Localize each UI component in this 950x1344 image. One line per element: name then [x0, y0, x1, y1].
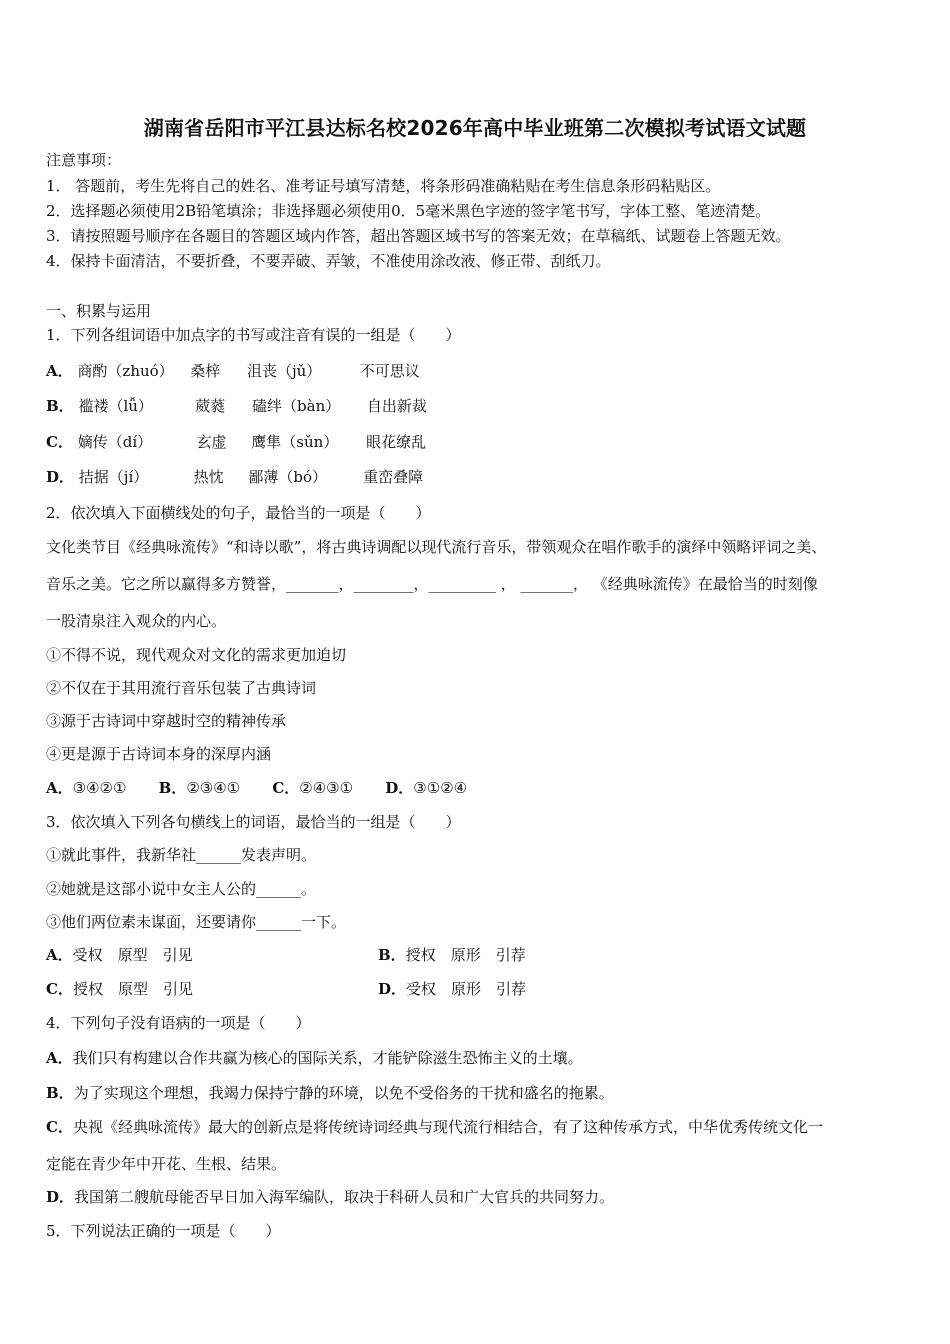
option-label: B． — [158, 779, 187, 797]
q2-sentence-3: ③源于古诗词中穿越时空的精神传承 — [46, 712, 287, 730]
q4-option-d — [46, 1187, 614, 1207]
q3-sentence-1: ①就此事件，我新华社______发表声明。 — [46, 846, 317, 864]
q3-stem: 3．依次填入下列各句横线上的词语，最恰当的一组是（ ） — [46, 813, 461, 831]
option-text: ③①②④ — [413, 779, 468, 797]
q2-sentence-2: ②不仅在于其用流行音乐包装了古典诗词 — [46, 679, 317, 697]
option-term: 桑梓 — [190, 362, 221, 380]
option-term: 热忱 — [193, 468, 224, 486]
q3-option-b — [378, 945, 526, 965]
option-text: 为了实现这个理想，我竭力保持宁静的环境，以免不受俗务的干扰和盛名的拖累。 — [73, 1084, 614, 1102]
option-term: 拮据（jí） — [78, 468, 149, 486]
option-label: A． — [46, 1049, 73, 1067]
option-text: ②③④① — [186, 779, 241, 797]
q3-sentence-2: ②她就是这部小说中女主人公的______。 — [46, 880, 317, 898]
option-text: ③④②① — [72, 779, 127, 797]
q2-options — [46, 778, 467, 798]
option-label: B． — [46, 1084, 74, 1102]
notice-heading: 注意事项： — [46, 151, 122, 169]
option-label: A． — [46, 362, 73, 380]
option-term: 自出新裁 — [366, 397, 427, 415]
option-label: D． — [385, 779, 414, 797]
option-term: 葳蕤 — [195, 397, 226, 415]
q5-stem: 5．下列说法正确的一项是（ ） — [46, 1222, 281, 1240]
q3-option-d — [378, 979, 526, 999]
option-term: 商酌（zhuó） — [77, 362, 174, 380]
q4-option-b — [46, 1083, 614, 1103]
option-term: 沮丧（jǔ） — [246, 362, 322, 380]
q4-stem: 4．下列句子没有语病的一项是（ ） — [46, 1014, 311, 1032]
option-text: 我们只有构建以合作共赢为核心的国际关系，才能铲除滋生恐怖主义的土壤。 — [72, 1049, 583, 1067]
option-text: 授权 原形 引荐 — [405, 946, 526, 964]
option-term: 磕绊（bàn） — [252, 397, 341, 415]
option-label: D． — [378, 980, 407, 998]
page-title: 湖南省岳阳市平江县达标名校2026年高中毕业班第二次模拟考试语文试题 — [143, 116, 807, 140]
section-heading: 一、积累与运用 — [46, 302, 152, 320]
q2-sentence-4: ④更是源于古诗词本身的深厚内涵 — [46, 745, 272, 763]
option-label: D． — [46, 1188, 75, 1206]
q2-passage-line-2: 音乐之美。它之所以赢得多方赞誉，_______，________，_________ ， _______， 《经典咏流传》在最恰当的时刻像 — [46, 575, 818, 593]
option-text: 我国第二艘航母能否早日加入海军编队，取决于科研人员和广大官兵的共同努力。 — [74, 1188, 615, 1206]
q2-passage-line-1: 文化类节目《经典咏流传》“和诗以歌”，将古典诗调配以现代流行音乐，带领观众在唱作歌手的演绎中领略评词之美、 — [46, 538, 827, 556]
option-text: 受权 原形 引荐 — [406, 980, 527, 998]
option-term: 眼花缭乱 — [366, 433, 427, 451]
option-label: A． — [46, 779, 73, 797]
option-label: C． — [46, 433, 73, 451]
option-text: 受权 原型 引见 — [72, 946, 193, 964]
option-term: 重峦叠障 — [363, 468, 424, 486]
notice-item-1: 1． 答题前，考生先将自己的姓名、准考证号填写清楚，将条形码准确粘贴在考生信息条形码粘贴区。 — [46, 177, 721, 195]
option-term: 玄虚 — [196, 433, 227, 451]
option-term: 不可思议 — [359, 362, 420, 380]
option-label: C． — [46, 980, 73, 998]
q4-option-c-continued: 定能在青少年中开花、生根、结果。 — [46, 1155, 287, 1173]
option-text: ②④③① — [299, 779, 354, 797]
q3-option-c — [46, 979, 193, 999]
option-label: D． — [46, 468, 75, 486]
q1-option-a — [46, 361, 420, 381]
notice-item-3: 3．请按照题号顺序在各题目的答题区域内作答，超出答题区域书写的答案无效；在草稿纸、试题卷上答题无效。 — [46, 227, 791, 245]
notice-item-2: 2．选择题必须使用2B铅笔填涂；非选择题必须使用0．5毫米黑色字迹的签字笔书写，字体工整、笔迹清楚。 — [46, 202, 771, 220]
option-term: 嫡传（dí） — [77, 433, 153, 451]
option-term: 鄙薄（bó） — [248, 468, 327, 486]
q1-option-b — [46, 396, 427, 416]
option-label: C． — [46, 1118, 73, 1136]
option-term: 鹰隼（sǔn） — [251, 433, 339, 451]
q2-stem: 2．依次填入下面横线处的句子，最恰当的一项是（ ） — [46, 504, 431, 522]
q1-option-d — [46, 467, 423, 487]
q4-option-c — [46, 1117, 823, 1137]
q3-option-a — [46, 945, 193, 965]
option-label: B． — [46, 397, 74, 415]
notice-item-4: 4．保持卡面清洁，不要折叠，不要弄破、弄皱，不准使用涂改液、修正带、刮纸刀。 — [46, 252, 611, 270]
q4-option-a — [46, 1048, 583, 1068]
option-label: C． — [272, 779, 300, 797]
option-term: 褴褛（lǚ） — [78, 397, 153, 415]
q2-sentence-1: ①不得不说，现代观众对文化的需求更加迫切 — [46, 646, 347, 664]
q3-sentence-3: ③他们两位素未谋面，还要请你______一下。 — [46, 913, 347, 931]
option-text: 授权 原型 引见 — [72, 980, 193, 998]
option-label: B． — [378, 946, 406, 964]
q1-stem: 1．下列各组词语中加点字的书写或注音有误的一组是（ ） — [46, 326, 461, 344]
q2-passage-line-3: 一股清泉注入观众的内心。 — [46, 612, 227, 630]
option-text: 央视《经典咏流传》最大的创新点是将传统诗词经典与现代流行相结合，有了这种传承方式，中华优秀传统文化一 — [72, 1118, 823, 1136]
option-label: A． — [46, 946, 73, 964]
q1-option-c — [46, 432, 426, 452]
